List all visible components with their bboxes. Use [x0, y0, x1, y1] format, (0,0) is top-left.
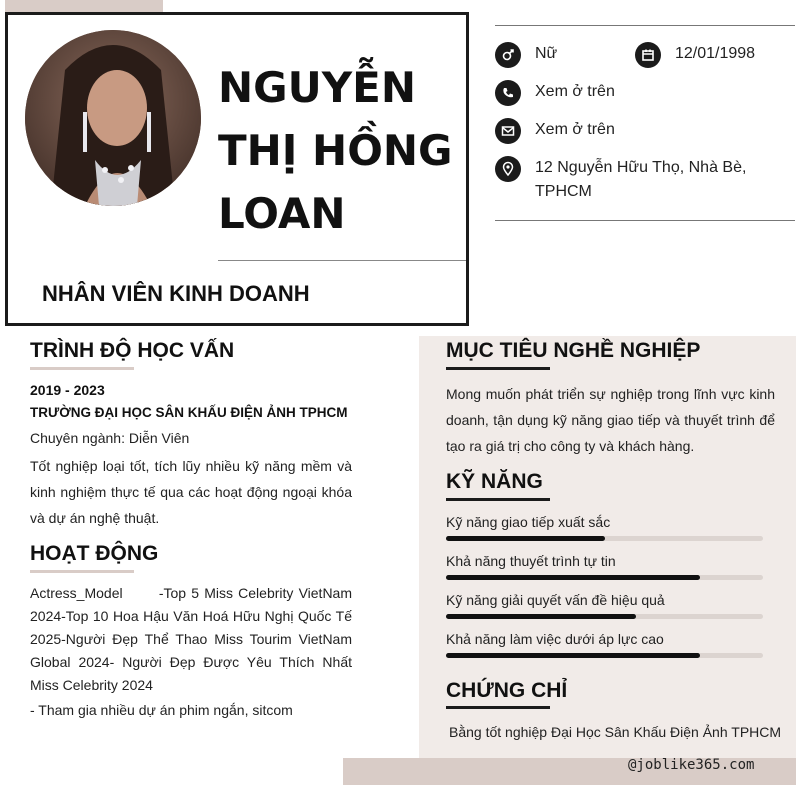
activities-title: HOẠT ĐỘNG — [30, 542, 159, 565]
skill-label: Kỹ năng giải quyết vấn đề hiệu quả — [446, 592, 665, 608]
activities-note: - Tham gia nhiều dự án phim ngắn, sitcom — [30, 702, 293, 718]
activities-paragraph: Actress_Model -Top 5 Miss Celebrity VietNam 2024-Top 10 Hoa Hậu Văn Hoá Hữu Nghị Quốc Tế 2025-Người Đẹp Thể Thao Miss Tourim VietNam Global 2024- Người Đẹp Được Yêu Thích Nhất Miss Celebrity 2024 — [30, 585, 356, 693]
objective-text: Mong muốn phát triển sự nghiệp trong lĩnh vực kinh doanh, tận dụng kỹ năng giao tiếp và thuyết trình để tạo ra giá trị cho công ty và khách hàng. — [446, 386, 775, 454]
skill-bar — [446, 614, 763, 619]
skill-label: Kỹ năng giao tiếp xuất sắc — [446, 514, 611, 530]
education-school: TRƯỜNG ĐẠI HỌC SÂN KHẤU ĐIỆN ẢNH TPHCM — [30, 405, 348, 420]
education-description: Tốt nghiệp loại tốt, tích lũy nhiều kỹ năng mềm và kinh nghiệm thực tế qua các hoạt động ngoại khóa và dự án nghệ thuật. — [30, 458, 352, 526]
contact-divider-top — [495, 25, 795, 26]
education-major: Chuyên ngành: Diễn Viên — [30, 430, 190, 446]
address-value: 12 Nguyễn Hữu Thọ, Nhà Bè, TPHCM — [535, 159, 747, 200]
education-underline — [30, 367, 134, 370]
gender-icon — [495, 42, 521, 68]
skill-bar-fill — [446, 614, 636, 619]
objective-underline — [446, 367, 550, 370]
contact-gender — [495, 42, 557, 68]
skills-underline — [446, 498, 550, 501]
certificate-item: Bằng tốt nghiệp Đại Học Sân Khấu Điện Ảnh TPHCM — [449, 724, 782, 740]
skills-title: KỸ NĂNG — [446, 470, 543, 493]
email-icon — [495, 118, 521, 144]
avatar-illustration — [25, 30, 201, 206]
skill-label: Khả năng thuyết trình tự tin — [446, 553, 616, 569]
skill-bar-fill — [446, 575, 700, 580]
avatar — [25, 30, 201, 206]
gender-value: Nữ — [535, 45, 558, 62]
contact-birthday — [635, 42, 755, 68]
location-pin-icon — [495, 156, 521, 182]
phone-value: Xem ở trên — [535, 83, 615, 100]
certificates-underline — [446, 706, 550, 709]
certificates-title: CHỨNG CHỈ — [446, 679, 568, 702]
watermark: @joblike365.com — [628, 757, 755, 773]
email-value: Xem ở trên — [535, 121, 615, 138]
contact-email — [495, 118, 615, 144]
skill-bar — [446, 575, 763, 580]
birthday-value: 12/01/1998 — [675, 45, 756, 62]
job-title: NHÂN VIÊN KINH DOANH — [42, 281, 310, 306]
candidate-name: NGUYỄN THỊ HỒNG LOAN — [218, 63, 453, 238]
skill-bar — [446, 653, 763, 658]
skill-bar — [446, 536, 763, 541]
skill-bar-fill — [446, 536, 605, 541]
education-title: TRÌNH ĐỘ HỌC VẤN — [30, 339, 235, 362]
phone-icon — [495, 80, 521, 106]
activities-underline — [30, 570, 134, 573]
objective-title: MỤC TIÊU NGHỀ NGHIỆP — [446, 339, 701, 362]
skill-bar-fill — [446, 653, 700, 658]
name-divider — [218, 260, 466, 261]
contact-divider-bottom — [495, 220, 795, 221]
education-period: 2019 - 2023 — [30, 382, 105, 398]
contact-phone — [495, 80, 615, 106]
contact-address — [495, 156, 785, 204]
calendar-icon — [635, 42, 661, 68]
skill-label: Khả năng làm việc dưới áp lực cao — [446, 631, 664, 647]
